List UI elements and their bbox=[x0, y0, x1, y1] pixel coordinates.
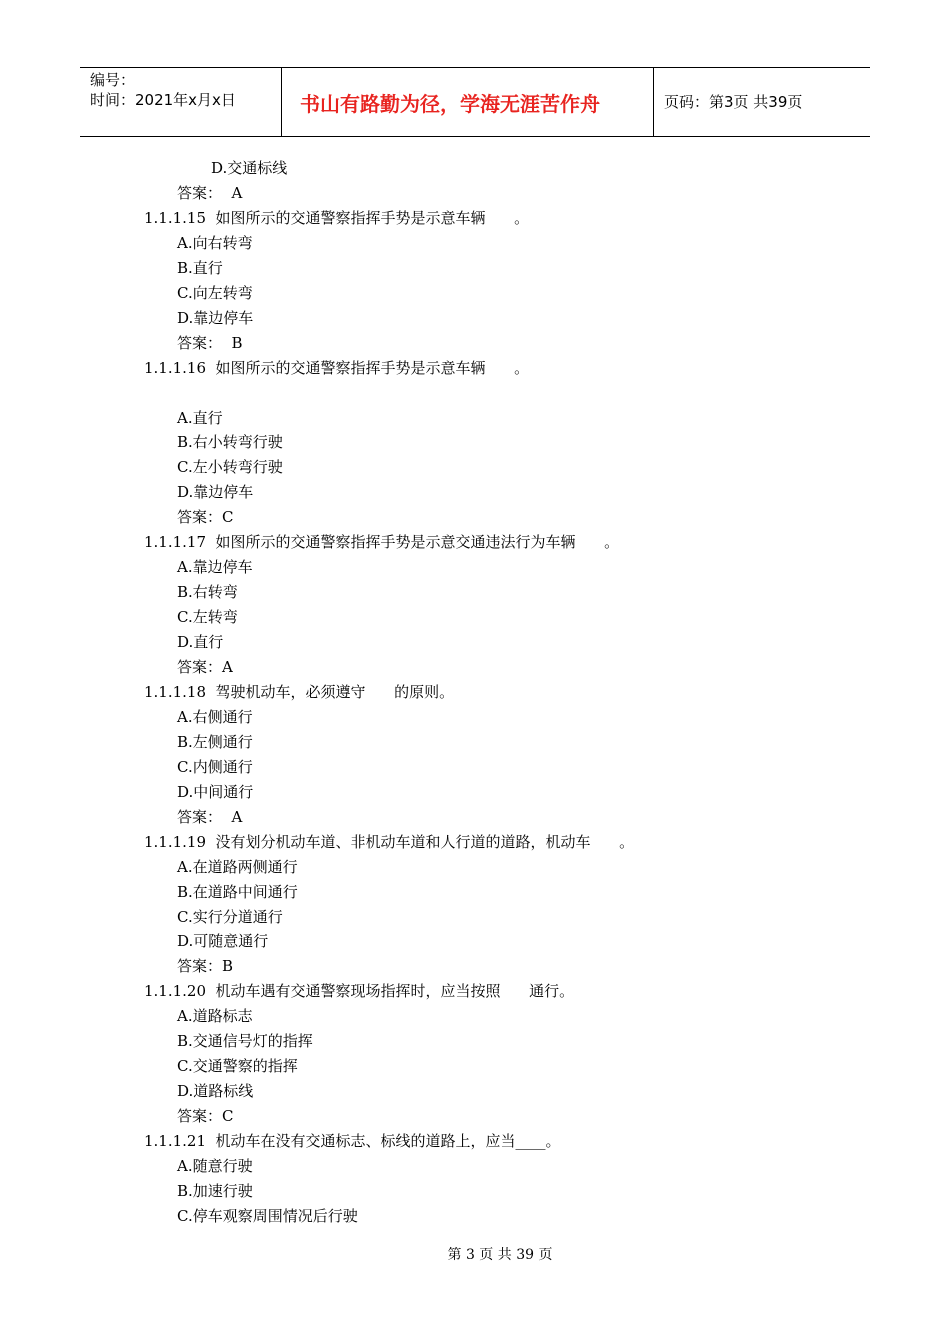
option-line: 答案：C bbox=[177, 1107, 234, 1125]
option-line: A.直行 bbox=[177, 409, 223, 427]
option-line: C.实行分道通行 bbox=[177, 908, 283, 926]
option-line: B.右小转弯行驶 bbox=[177, 433, 283, 451]
option-line: 答案：B bbox=[177, 957, 234, 975]
option-line: D.可随意通行 bbox=[177, 932, 269, 950]
option-line: D.靠边停车 bbox=[177, 309, 254, 327]
option-line: C.左小转弯行驶 bbox=[177, 458, 283, 476]
option-line: 答案：C bbox=[177, 508, 234, 526]
option-line: 答案： A bbox=[177, 808, 243, 826]
option-line: 答案：A bbox=[177, 658, 233, 676]
option-line: D.靠边停车 bbox=[177, 483, 254, 501]
option-line: A.向右转弯 bbox=[177, 234, 253, 252]
option-line: C.停车观察周围情况后行驶 bbox=[177, 1207, 358, 1225]
option-line: C.交通警察的指挥 bbox=[177, 1057, 298, 1075]
page-header bbox=[80, 67, 870, 137]
option-line: 答案： B bbox=[177, 334, 243, 352]
option-line: B.右转弯 bbox=[177, 583, 238, 601]
question-line: 1.1.1.16 如图所示的交通警察指挥手势是示意车辆 。 bbox=[144, 359, 530, 377]
option-line: D.中间通行 bbox=[177, 783, 254, 801]
doc-number-label: 编号： bbox=[90, 71, 136, 89]
option-line: A.道路标志 bbox=[177, 1007, 253, 1025]
option-line: B.加速行驶 bbox=[177, 1182, 253, 1200]
option-line: D.道路标线 bbox=[177, 1082, 254, 1100]
question-line: 1.1.1.15 如图所示的交通警察指挥手势是示意车辆 。 bbox=[144, 209, 530, 227]
question-line: 1.1.1.21 机动车在没有交通标志、标线的道路上，应当____。 bbox=[144, 1132, 561, 1150]
question-line: 1.1.1.20 机动车遇有交通警察现场指挥时，应当按照 通行。 bbox=[144, 982, 575, 1000]
doc-time-label: 时间：2021年x月x日 bbox=[90, 91, 236, 109]
option-line: C.左转弯 bbox=[177, 608, 238, 626]
header-motto-cell bbox=[282, 68, 654, 136]
option-line: B.在道路中间通行 bbox=[177, 883, 298, 901]
option-line: A.右侧通行 bbox=[177, 708, 253, 726]
question-line: 1.1.1.18 驾驶机动车，必须遵守 的原则。 bbox=[144, 683, 455, 701]
option-line: A.在道路两侧通行 bbox=[177, 858, 298, 876]
option-line: D.交通标线 bbox=[211, 159, 288, 177]
option-line: A.随意行驶 bbox=[177, 1157, 253, 1175]
header-page-code: 页码：第3页 共39页 bbox=[664, 93, 803, 111]
question-line: 1.1.1.19 没有划分机动车道、非机动车道和人行道的道路，机动车 。 bbox=[144, 833, 635, 851]
option-line: 答案： A bbox=[177, 184, 243, 202]
option-line: A.靠边停车 bbox=[177, 558, 253, 576]
question-line: 1.1.1.17 如图所示的交通警察指挥手势是示意交通违法行为车辆 。 bbox=[144, 533, 620, 551]
option-line: D.直行 bbox=[177, 633, 224, 651]
option-line: C.内侧通行 bbox=[177, 758, 253, 776]
header-page-cell bbox=[654, 68, 870, 136]
header-motto: 书山有路勤为径，学海无涯苦作舟 bbox=[300, 92, 600, 116]
page-footer: 第 3 页 共 39 页 bbox=[447, 1247, 553, 1263]
option-line: C.向左转弯 bbox=[177, 284, 253, 302]
option-line: B.交通信号灯的指挥 bbox=[177, 1032, 313, 1050]
option-line: B.直行 bbox=[177, 259, 223, 277]
option-line: B.左侧通行 bbox=[177, 733, 253, 751]
header-left-cell bbox=[80, 68, 282, 136]
